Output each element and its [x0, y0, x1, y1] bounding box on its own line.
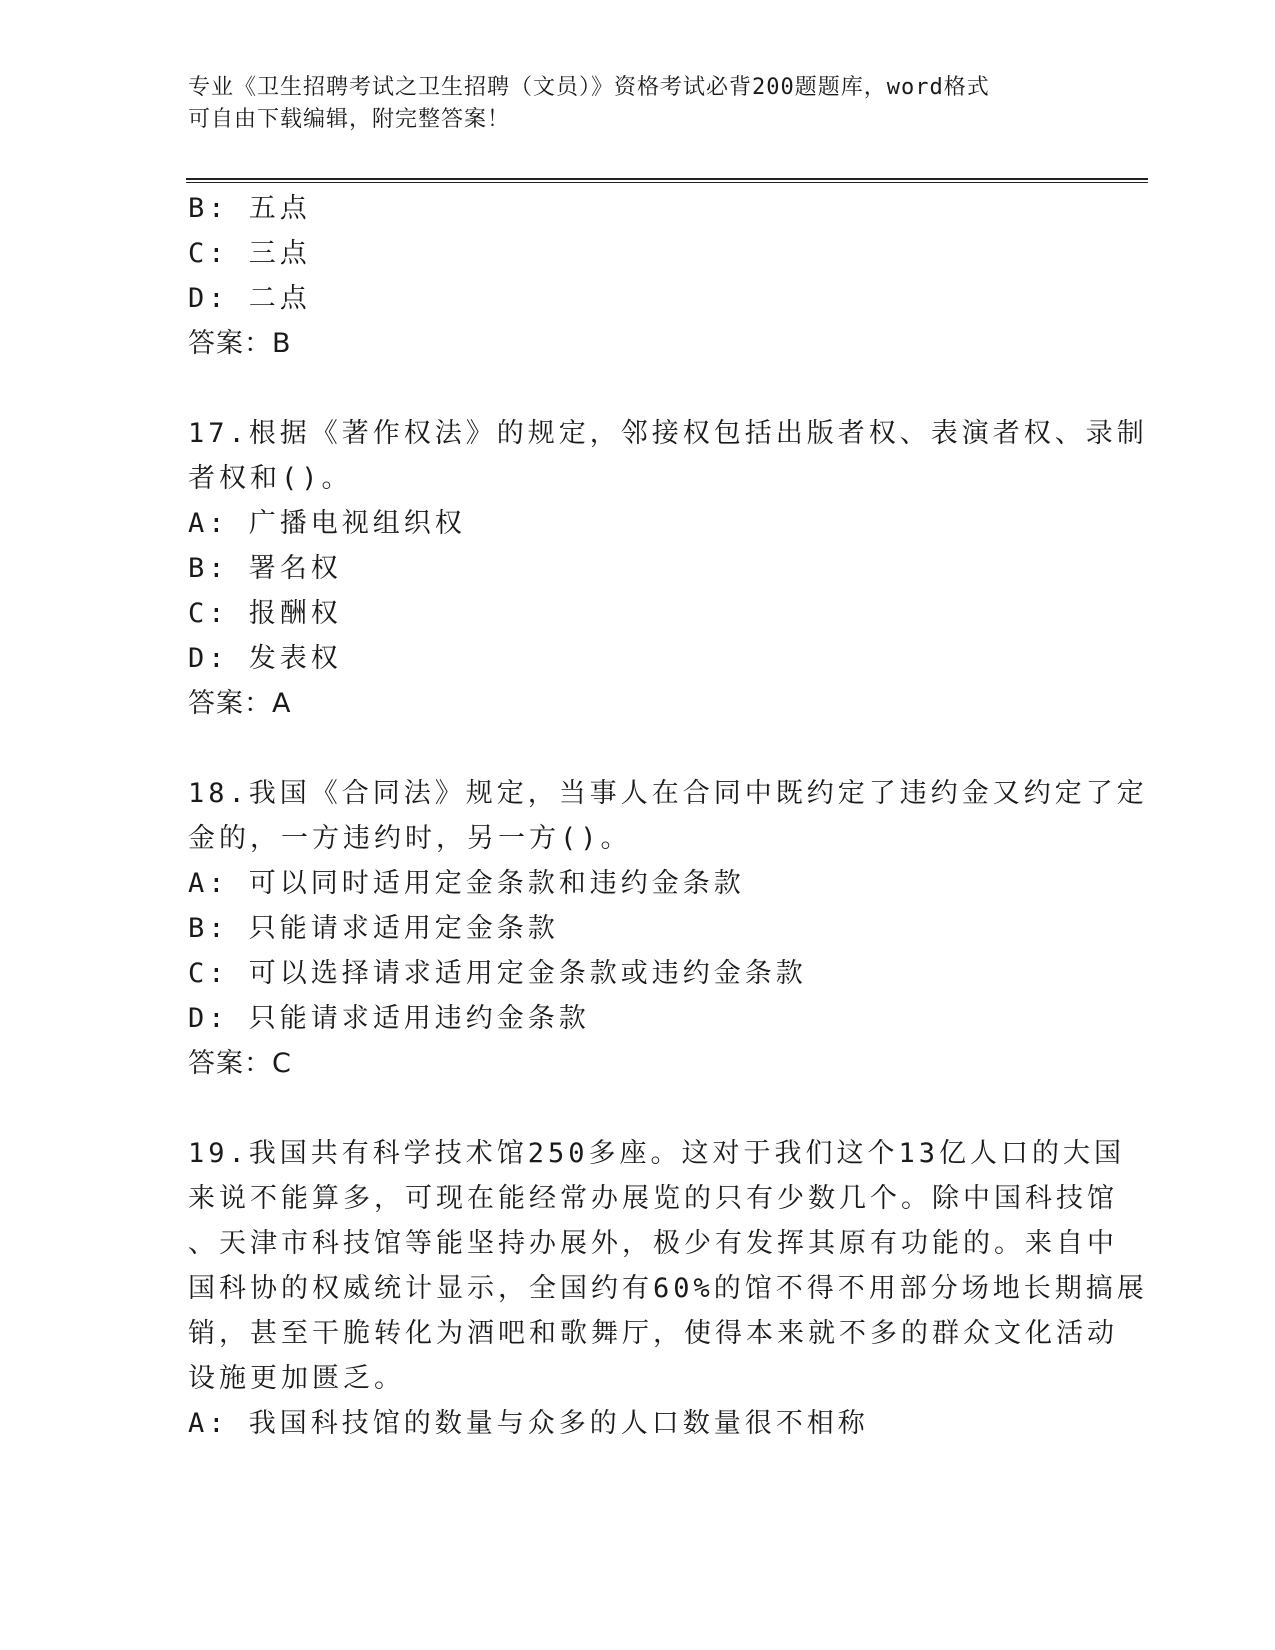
- spacer: [188, 1086, 1088, 1131]
- option-a: A: 广播电视组织权: [188, 508, 466, 539]
- option-b: B: 五点: [188, 193, 311, 224]
- question-stem-line: 、天津市科技馆等能坚持办展外，极少有发挥其原有功能的。来自中: [188, 1228, 1118, 1259]
- question-stem-line: 者权和()。: [188, 463, 353, 494]
- question-stem-line: 18.我国《合同法》规定，当事人在合同中既约定了违约金又约定了定: [188, 778, 1148, 809]
- answer-line: 答案：A: [188, 688, 292, 719]
- question-stem-line: 销，甚至干脆转化为酒吧和歌舞厅，使得本来就不多的群众文化活动: [188, 1318, 1118, 1349]
- question-17: [188, 411, 1148, 726]
- question-16-tail: [188, 186, 1088, 366]
- document-body: [188, 186, 1148, 1446]
- question-18: [188, 771, 1148, 1086]
- question-stem-line: 设施更加匮乏。: [188, 1363, 405, 1394]
- header-line-2: 可自由下载编辑，附完整答案！: [188, 107, 511, 132]
- option-b: B: 署名权: [188, 553, 342, 584]
- option-c: C: 报酬权: [188, 598, 342, 629]
- spacer: [188, 366, 1088, 411]
- option-c: C: 可以选择请求适用定金条款或违约金条款: [188, 958, 807, 989]
- option-c: C: 三点: [188, 238, 311, 269]
- option-d: D: 只能请求适用违约金条款: [188, 1003, 590, 1034]
- question-stem-line: 金的，一方违约时，另一方()。: [188, 823, 632, 854]
- header-line-1: 专业《卫生招聘考试之卫生招聘（文员）》资格考试必背200题题库，word格式: [188, 75, 990, 100]
- header-divider: [186, 178, 1148, 183]
- question-19: [188, 1131, 1148, 1446]
- question-stem-line: 19.我国共有科学技术馆250多座。这对于我们这个13亿人口的大国: [188, 1138, 1126, 1169]
- question-stem-line: 国科协的权威统计显示，全国约有60%的馆不得不用部分场地长期搞展: [188, 1273, 1148, 1304]
- answer-line: 答案：B: [188, 328, 292, 359]
- question-stem-line: 来说不能算多，可现在能经常办展览的只有少数几个。除中国科技馆: [188, 1183, 1118, 1214]
- spacer: [188, 726, 1088, 771]
- option-b: B: 只能请求适用定金条款: [188, 913, 559, 944]
- option-d: D: 发表权: [188, 643, 342, 674]
- option-d: D: 二点: [188, 283, 311, 314]
- option-a: A: 我国科技馆的数量与众多的人口数量很不相称: [188, 1408, 869, 1439]
- option-a: A: 可以同时适用定金条款和违约金条款: [188, 868, 745, 899]
- question-stem-line: 17.根据《著作权法》的规定，邻接权包括出版者权、表演者权、录制: [188, 418, 1148, 449]
- page-header: [188, 72, 1088, 136]
- answer-line: 答案：C: [188, 1048, 292, 1079]
